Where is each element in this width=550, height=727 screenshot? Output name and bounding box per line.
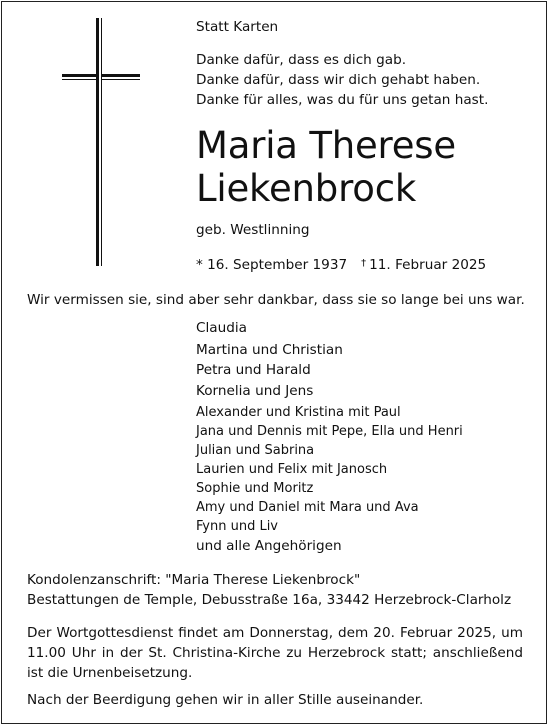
birth-date: * 16. September 1937	[196, 257, 348, 273]
verse-line-1: Danke dafür, dass es dich gab.	[196, 52, 407, 68]
mourner-name: Alexander und Kristina mit Paul	[196, 405, 401, 420]
mourner-name: Fynn und Liv	[196, 519, 278, 534]
mourner-name: Amy und Daniel mit Mara und Ava	[196, 500, 419, 515]
mourner-name: Jana und Dennis mit Pepe, Ella und Henri	[196, 424, 463, 439]
intro-text: Statt Karten	[196, 19, 279, 35]
remembrance-message: Wir vermissen sie, sind aber sehr dankbar, dass sie so lange bei uns war.	[27, 292, 525, 308]
death-date: 11. Februar 2025	[369, 257, 487, 273]
condolence-address-line-2: Bestattungen de Temple, Debusstraße 16a, 33442 Herzebrock-Clarholz	[27, 592, 512, 608]
mourner-name: Petra und Harald	[196, 362, 311, 378]
mourner-name: Sophie und Moritz	[196, 481, 314, 496]
deceased-first-names: Maria Therese	[196, 124, 456, 167]
dagger-icon: †	[361, 258, 367, 269]
mourner-name: Kornelia und Jens	[196, 383, 314, 399]
maiden-name: geb. Westlinning	[196, 222, 310, 238]
mourners-closing: und alle Angehörigen	[196, 538, 342, 554]
verse-line-2: Danke dafür, dass wir dich gehabt haben.	[196, 72, 481, 88]
mourner-name: Claudia	[196, 320, 247, 336]
mourner-name: Julian und Sabrina	[196, 443, 315, 458]
deceased-surname: Liekenbrock	[196, 167, 417, 210]
service-announcement: Der Wortgottesdienst findet am Donnerstag, dem 20. Februar 2025, um 11.00 Uhr in der St. Christina-Kirche zu Herzebrock statt; anschließend ist die Urnenbeisetzung.	[27, 625, 523, 681]
cross-icon	[62, 18, 142, 268]
mourner-name: Martina und Christian	[196, 342, 343, 358]
life-dates	[196, 257, 486, 273]
condolence-address-line-1: Kondolenzanschrift: "Maria Therese Liekenbrock"	[27, 572, 361, 588]
closing-text: Nach der Beerdigung gehen wir in aller Stille auseinander.	[27, 692, 424, 708]
verse-line-3: Danke für alles, was du für uns getan hast.	[196, 92, 489, 108]
mourner-name: Laurien und Felix mit Janosch	[196, 462, 388, 477]
